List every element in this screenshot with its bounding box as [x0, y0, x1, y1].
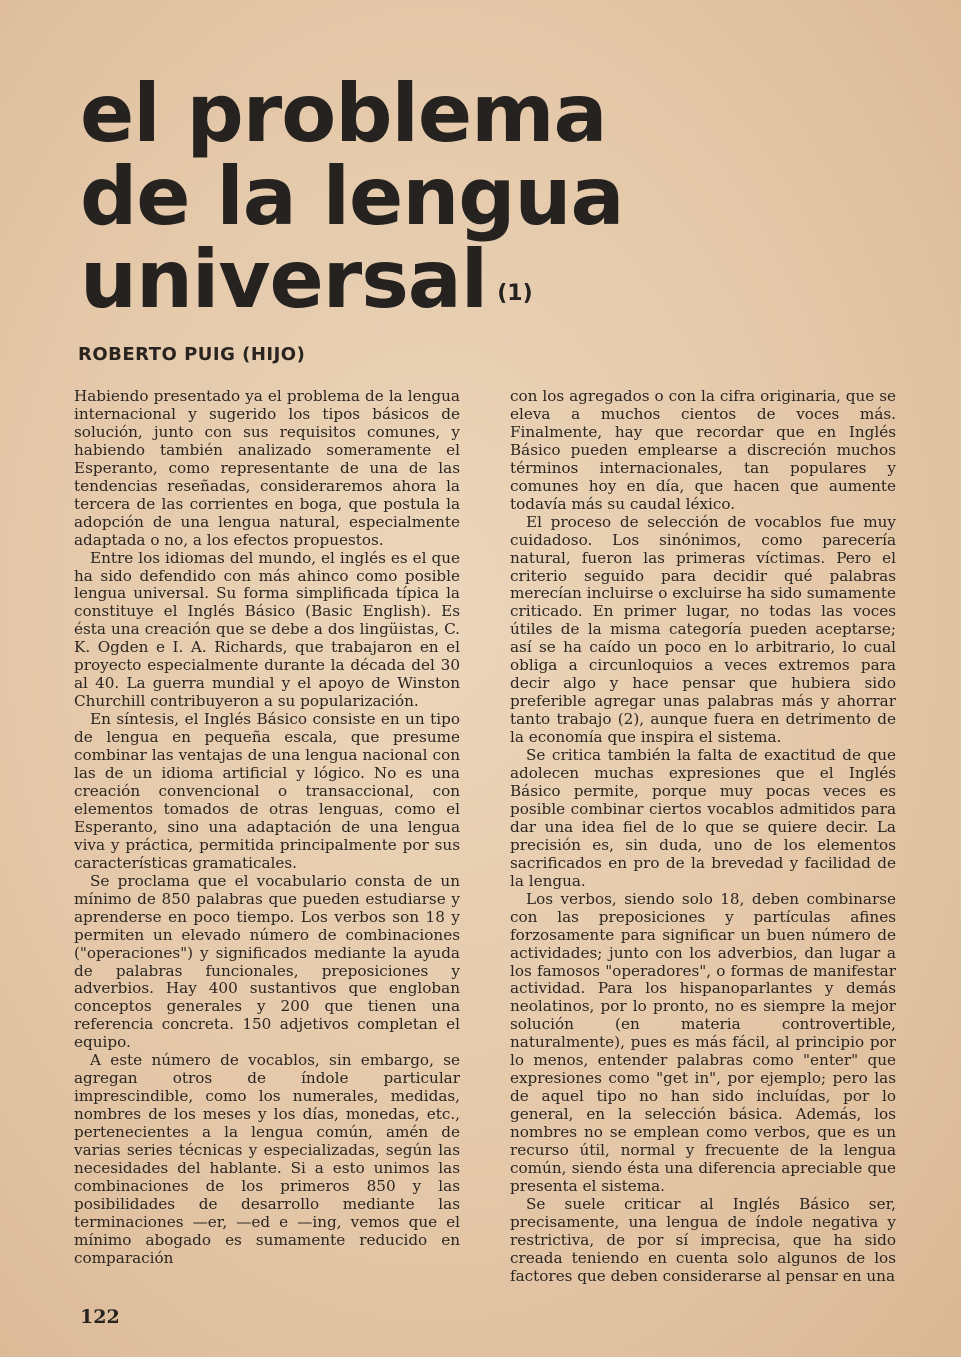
- paragraph: con los agregados o con la cifra originaria, que se eleva a muchos cientos de voces más. Finalmente, hay que recordar que en Inglés Básico pueden emplearse a discreción muchos términos internacionales, tan populares y comunes hoy en día, que hacen que aumente todavía más su caudal léxico.: [510, 387, 896, 513]
- title-line-3: [80, 233, 600, 326]
- page-number: 122: [80, 1306, 120, 1328]
- paragraph: Los verbos, siendo solo 18, deben combinarse con las preposiciones y partículas afines forzosamente para significar un buen número de actividades; junto con los adverbios, dan lugar a los famosos "operadores", o formas de manifestar actividad. Para los hispanoparlantes y demás neolatinos, por lo pronto, no es siempre la mejor solución (en materia controvertible, naturalmente), pues es más fácil, al principio por lo menos, entender palabras como "enter" que expresiones como "get in", por ejemplo; pero las de aquel tipo no han sido incluídas, por lo general, en la selección básica. Además, los nombres no se emplean como verbos, que es un recurso útil, normal y frecuente de la lengua común, siendo ésta una diferencia apreciable que presenta el sistema.: [510, 889, 896, 1195]
- text-column-left: [74, 388, 460, 1268]
- title-line-1: el problema: [80, 67, 607, 160]
- text-column-right: [510, 388, 896, 1286]
- paragraph: A este número de vocablos, sin embargo, se agregan otros de índole particular imprescindible, como los numerales, medidas, nombres de los meses y los días, monedas, etc., pertenecientes a la lengua común, amén de varias series técnicas y especializadas, según las necesidades del hablante. Si a esto unimos las combinaciones de los primeros 850 y las posibilidades de desarrollo mediante las terminaciones —er, —ed e —ing, vemos que el mínimo abogado es sumamente reducido en comparación: [74, 1051, 460, 1267]
- paragraph: Se critica también la falta de exactitud de que adolecen muchas expresiones que el Inglés Básico permite, porque muy pocas veces es posible combinar ciertos vocablos admitidos para dar una idea fiel de lo que se quiere decir. La precisión es, sin duda, uno de los elementos sacrificados en pro de la brevedad y facilidad de la lengua.: [510, 746, 896, 890]
- footnote-marker: (1): [497, 281, 533, 306]
- title-line-3-text: universal: [80, 233, 488, 326]
- title-line-2: de la lengua: [80, 150, 624, 243]
- paragraph: Entre los idiomas del mundo, el inglés es el que ha sido defendido con más ahinco como posible lengua universal. Su forma simplificada típica la constituye el Inglés Básico (Basic English). Es ésta una creación que se debe a dos lingüistas, C. K. Ogden e I. A. Richards, que trabajaron en el proyecto especialmente durante la década del 30 al 40. La guerra mundial y el apoyo de Winston Churchill contribuyeron a su popularización.: [74, 548, 460, 711]
- article-title: [80, 67, 624, 326]
- paragraph: Se proclama que el vocabulario consta de un mínimo de 850 palabras que pueden estudiarse y aprenderse en poco tiempo. Los verbos son 18 y permiten un elevado número de combinaciones ("operaciones") y significados mediante la ayuda de palabras funcionales, preposiciones y adverbios. Hay 400 sustantivos que engloban conceptos generales y 200 que tienen una referencia concreta. 150 adjetivos completan el equipo.: [74, 871, 460, 1052]
- paragraph: En síntesis, el Inglés Básico consiste en un tipo de lengua en pequeña escala, que presume combinar las ventajas de una lengua nacional con las de un idioma artificial y lógico. No es una creación convencional o transaccional, con elementos tomados de otras lenguas, como el Esperanto, sino una adaptación de una lengua viva y práctica, permitida principalmente por sus características gramaticales.: [74, 710, 460, 872]
- paragraph: El proceso de selección de vocablos fue muy cuidadoso. Los sinónimos, como parecería natural, fueron las primeras víctimas. Pero el criterio seguido para decidir qué palabras merecían incluirse o excluirse ha sido sumamente criticado. En primer lugar, no todas las voces útiles de la misma categoría pueden aceptarse; así se ha caído un poco en lo arbitrario, lo cual obliga a circunloquios a veces extremos para decir algo y hace pensar que hubiera sido preferible agregar unas palabras más y ahorrar tanto trabajo (2), aunque fuera en detrimento de la economía que inspira el sistema.: [510, 512, 896, 747]
- author-byline: ROBERTO PUIG (HIJO): [78, 344, 306, 365]
- paragraph: Habiendo presentado ya el problema de la lengua internacional y sugerido los tipos básicos de solución, junto con sus requisitos comunes, y habiendo también analizado someramente el Esperanto, como representante de una de las tendencias reseñadas, consideraremos ahora la tercera de las corrientes en boga, que postula la adopción de una lengua natural, especialmente adaptada o no, a los efectos propuestos.: [74, 387, 460, 549]
- paragraph: Se suele criticar al Inglés Básico ser, precisamente, una lengua de índole negativa y restrictiva, de por sí imprecisa, que ha sido creada teniendo en cuenta solo algunos de los factores que deben considerarse al pensar en una: [510, 1194, 896, 1285]
